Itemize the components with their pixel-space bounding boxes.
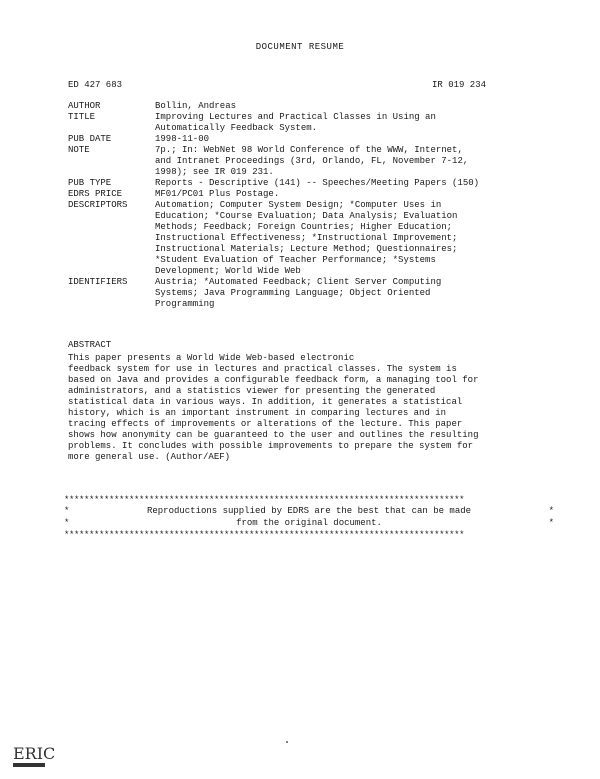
page-title: DOCUMENT RESUME xyxy=(255,42,345,52)
meta-row-pub-date xyxy=(68,134,528,145)
meta-value: MF01/PC01 Plus Postage. xyxy=(155,189,280,199)
meta-value: Bollin, Andreas xyxy=(155,101,237,111)
meta-row-pub-type xyxy=(68,178,528,189)
meta-value: Improving Lectures and Practical Classes in Using an Automatically Feedback System. xyxy=(155,112,436,133)
meta-key: EDRS PRICE xyxy=(68,189,123,199)
notice-text: Reproductions supplied by EDRS are the best that can be made xyxy=(146,506,472,516)
scan-speck xyxy=(286,741,288,743)
metadata-table xyxy=(68,101,528,310)
meta-key: PUB TYPE xyxy=(68,178,112,188)
meta-key: NOTE xyxy=(68,145,90,155)
meta-key: AUTHOR xyxy=(68,101,101,111)
star-border-bottom: ******************************************************************************** xyxy=(64,530,465,540)
meta-value: Automation; Computer System Design; *Computer Uses in Education; *Course Evaluation; Data Analysis; Evaluation Methods; Feedback; Foreign Countries; Higher Education; Instructional Effectiveness; *Instructional Improvement; Instructional Materials; Lecture Method; Questionnaires; *Student Evaluation of Teacher Performance; *Systems Development; World Wide Web xyxy=(155,200,458,276)
ir-number: IR 019 234 xyxy=(432,80,487,90)
reproduction-notice xyxy=(64,495,554,541)
eric-logo-icon xyxy=(12,739,56,769)
ed-number: ED 427 683 xyxy=(68,80,123,90)
meta-row-edrs-price xyxy=(68,189,528,200)
star-mark: * xyxy=(64,518,70,528)
notice-text: from the original document. xyxy=(236,518,382,528)
logo-text: ERIC xyxy=(13,744,56,763)
meta-row-note xyxy=(68,145,528,178)
meta-row-identifiers xyxy=(68,277,528,310)
notice-line xyxy=(64,506,554,518)
abstract-text: This paper presents a World Wide Web-based electronic feedback system for use in lectures and practical classes. The system is based on Java and provides a configurable feedback form, a managing tool for administrators, and a statistics viewer for presenting the generated statistical data in various ways. In addition, it generates a statistical history, which is an important instrument in comparing lectures and in tracing effects of improvements or alterations of the lecture. This paper shows how anonymity can be guaranteed to the user and outlines the resulting problems. It concludes with possible improvements to prepare the system for more general use. (Author/AEF) xyxy=(68,353,479,462)
meta-row-title xyxy=(68,112,528,134)
meta-value: Reports - Descriptive (141) -- Speeches/Meeting Papers (150) xyxy=(155,178,480,188)
meta-key: PUB DATE xyxy=(68,134,112,144)
meta-key: DESCRIPTORS xyxy=(68,200,128,210)
star-mark: * xyxy=(548,506,554,516)
meta-value: 1998-11-00 xyxy=(155,134,210,144)
star-border-top: ******************************************************************************** xyxy=(64,495,465,505)
abstract-heading: ABSTRACT xyxy=(68,340,112,350)
meta-row-author xyxy=(68,101,528,112)
star-mark: * xyxy=(548,518,554,528)
meta-value: Austria; *Automated Feedback; Client Server Computing Systems; Java Programming Language; Object Oriented Programming xyxy=(155,277,442,309)
meta-value: 7p.; In: WebNet 98 World Conference of the WWW, Internet, and Intranet Proceedings (3rd, Orlando, FL, November 7-12, 1998); see IR 019 231. xyxy=(155,145,469,177)
meta-key: IDENTIFIERS xyxy=(68,277,128,287)
meta-row-descriptors xyxy=(68,200,528,277)
star-mark: * xyxy=(64,506,70,516)
notice-line xyxy=(64,518,554,530)
meta-key: TITLE xyxy=(68,112,96,122)
